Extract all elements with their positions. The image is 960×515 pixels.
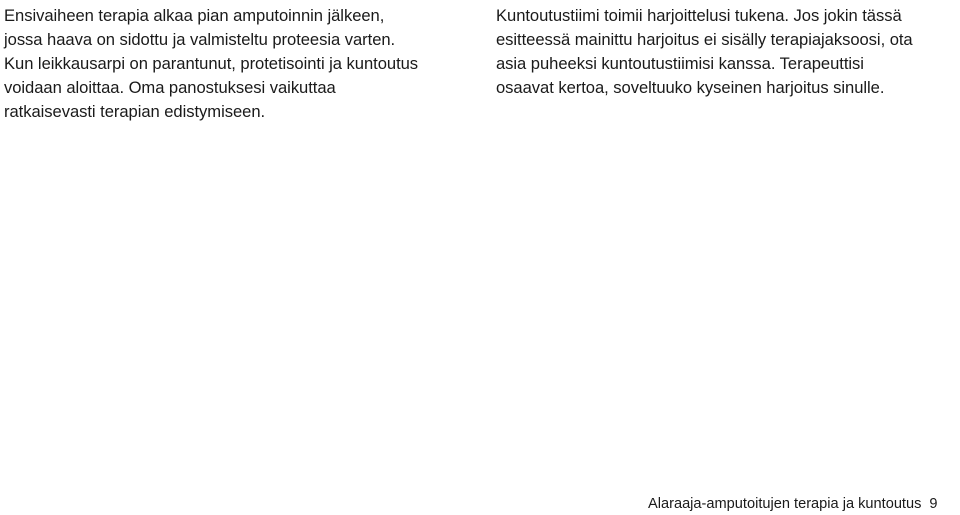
page-number: 9	[929, 496, 938, 512]
page-footer	[648, 495, 938, 513]
right-text-column	[496, 4, 913, 100]
paragraph-line: voidaan aloittaa. Oma panostuksesi vaikuttaa	[4, 78, 336, 97]
footer-title: Alaraaja-amputoitujen terapia ja kuntoutus	[648, 496, 922, 512]
paragraph-line: osaavat kertoa, soveltuuko kyseinen harjoitus sinulle.	[496, 78, 885, 97]
paragraph-line: jossa haava on sidottu ja valmisteltu proteesia varten.	[4, 30, 396, 49]
paragraph-line: ratkaisevasti terapian edistymiseen.	[4, 102, 266, 121]
paragraph-line: Kun leikkausarpi on parantunut, protetisointi ja kuntoutus	[4, 54, 419, 73]
left-text-column	[4, 4, 418, 124]
paragraph-line: esitteessä mainittu harjoitus ei sisälly terapiajaksoosi, ota	[496, 30, 913, 49]
paragraph-line: Kuntoutustiimi toimii harjoittelusi tukena. Jos jokin tässä	[496, 6, 902, 25]
paragraph-line: Ensivaiheen terapia alkaa pian amputoinnin jälkeen,	[4, 6, 385, 25]
paragraph-line: asia puheeksi kuntoutustiimisi kanssa. Terapeuttisi	[496, 54, 864, 73]
